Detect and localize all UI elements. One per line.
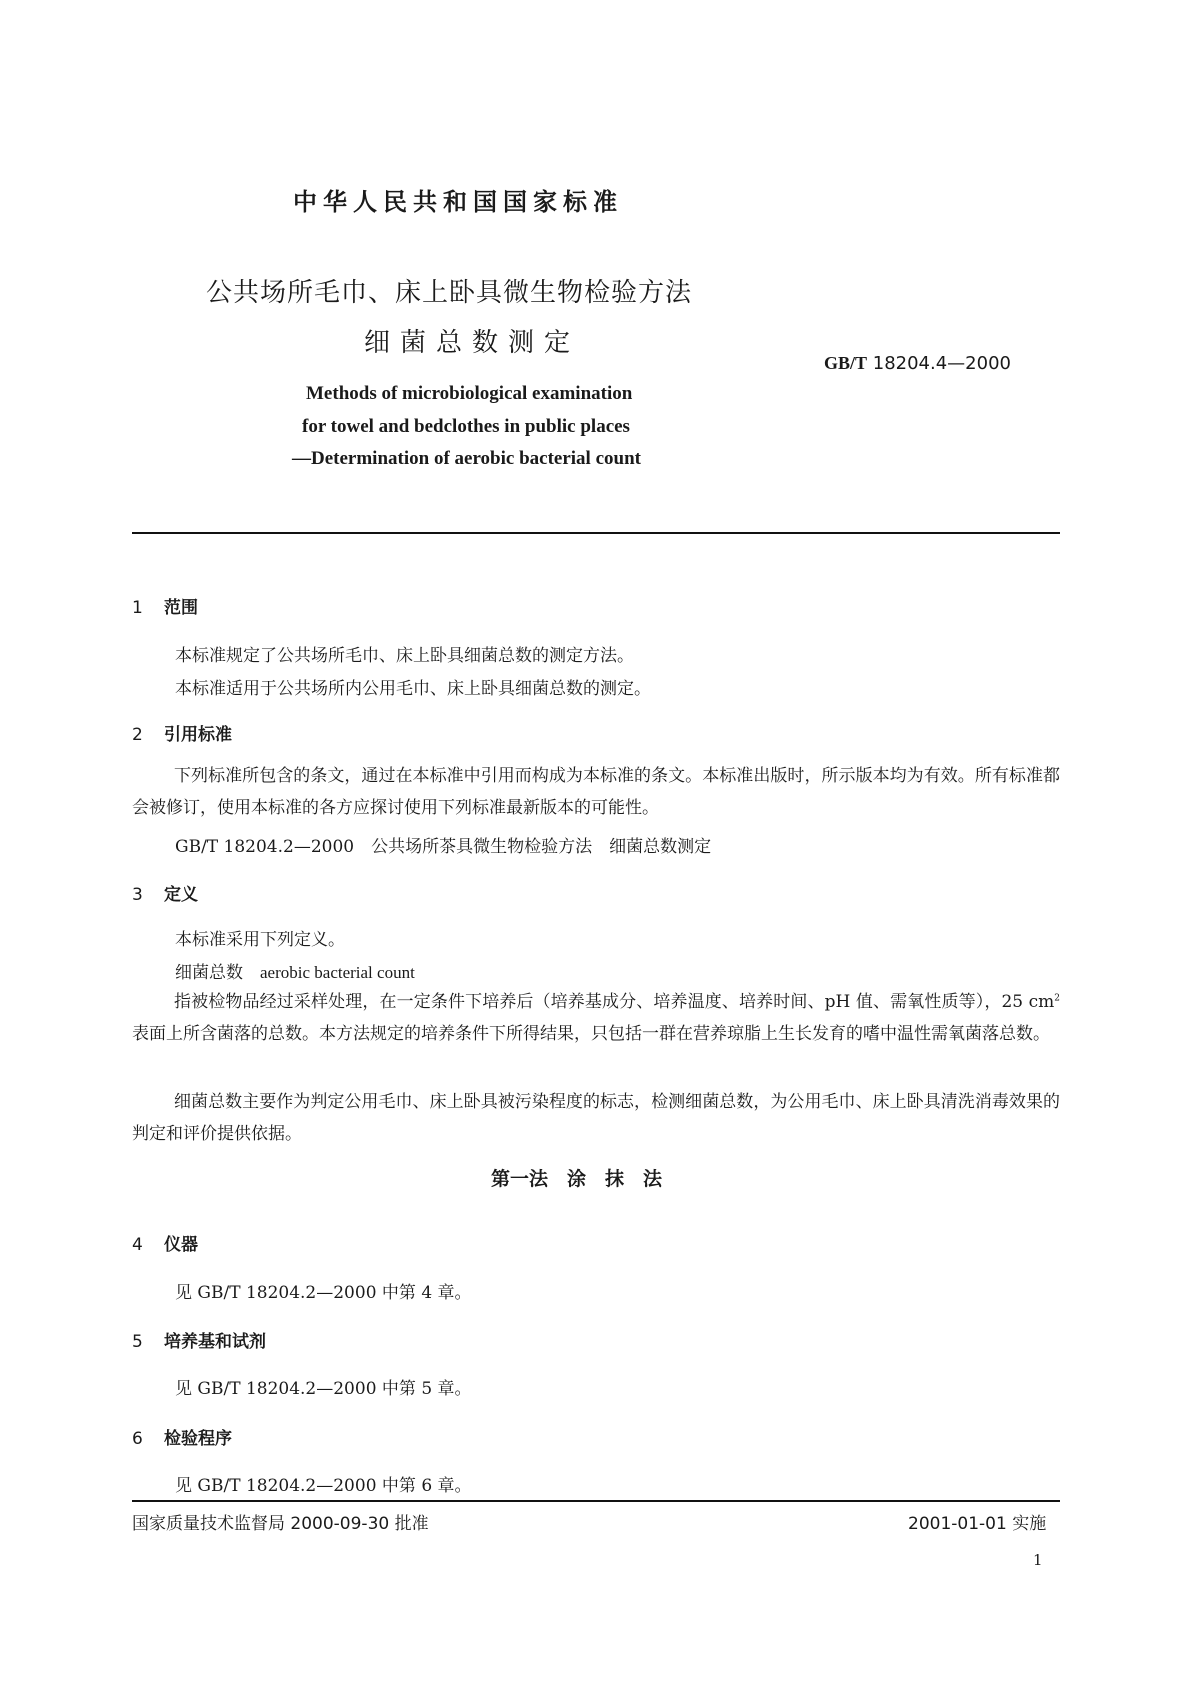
section-4-heading bbox=[132, 1230, 198, 1255]
section-title: 引用标准 bbox=[164, 725, 232, 745]
standard-code: 18204.4—2000 bbox=[872, 353, 1011, 374]
section-number: 1 bbox=[132, 598, 143, 618]
definition-text bbox=[132, 986, 1060, 1050]
term-cn: 细菌总数 bbox=[175, 963, 243, 983]
purpose-text: 细菌总数主要作为判定公用毛巾、床上卧具被污染程度的标志，检测细菌总数，为公用毛巾、床上卧具清洗消毒效果的判定和评价提供依据。 bbox=[132, 1092, 1060, 1144]
header-divider bbox=[132, 532, 1060, 534]
approval-note: 国家质量技术监督局 2000-09-30 批准 bbox=[132, 1514, 429, 1534]
title-en-line1: Methods of microbiological examination bbox=[306, 383, 633, 404]
definition-part2: 表面上所含菌落的总数。本方法规定的培养条件下所得结果，只包括一群在营养琼脂上生长发育的嗜中温性需氧菌落总数。 bbox=[132, 1024, 1050, 1044]
section-4-text: 见 GB/T 18204.2—2000 中第 4 章。 bbox=[175, 1283, 472, 1303]
section-5-text: 见 GB/T 18204.2—2000 中第 5 章。 bbox=[175, 1379, 472, 1399]
section-title: 仪器 bbox=[164, 1235, 198, 1255]
title-cn-line1: 公共场所毛巾、床上卧具微生物检验方法 bbox=[206, 278, 693, 308]
effective-date: 2001-01-01 实施 bbox=[908, 1514, 1047, 1534]
title-en-line2: for towel and bedclothes in public places bbox=[302, 416, 630, 437]
section-number: 5 bbox=[132, 1332, 143, 1352]
section-1-para-2: 本标准适用于公共场所内公用毛巾、床上卧具细菌总数的测定。 bbox=[175, 679, 651, 699]
section-5-heading bbox=[132, 1327, 266, 1352]
section-2-paragraph: 下列标准所包含的条文，通过在本标准中引用而构成为本标准的条文。本标准出版时，所示版本均为有效。所有标准都会被修订，使用本标准的各方应探讨使用下列标准最新版本的可能性。 bbox=[132, 766, 1060, 818]
definition-intro: 本标准采用下列定义。 bbox=[175, 930, 345, 950]
section-6-text: 见 GB/T 18204.2—2000 中第 6 章。 bbox=[175, 1476, 472, 1496]
section-title: 检验程序 bbox=[164, 1429, 232, 1449]
definition-part1: 指被检物品经过采样处理，在一定条件下培养后（培养基成分、培养温度、培养时间、pH 值、需氧性质等），25 cm bbox=[174, 992, 1055, 1012]
reference-code: GB/T 18204.2—2000 bbox=[175, 837, 355, 857]
section-number: 3 bbox=[132, 885, 143, 905]
title-cn-line2: 细菌总数测定 bbox=[364, 328, 581, 358]
section-number: 2 bbox=[132, 725, 143, 745]
section-3-heading bbox=[132, 880, 198, 905]
section-1-heading bbox=[132, 593, 198, 618]
national-standard-heading: 中华人民共和国国家标准 bbox=[293, 188, 623, 216]
section-title: 培养基和试剂 bbox=[164, 1332, 266, 1352]
section-2-heading bbox=[132, 720, 232, 745]
section-title: 范围 bbox=[164, 598, 198, 618]
reference-entry bbox=[175, 832, 711, 857]
title-en-line3: —Determination of aerobic bacterial count bbox=[292, 448, 641, 469]
term-line bbox=[175, 958, 415, 983]
footer-divider bbox=[132, 1500, 1060, 1502]
section-title: 定义 bbox=[164, 885, 198, 905]
section-number: 4 bbox=[132, 1235, 143, 1255]
term-en: aerobic bacterial count bbox=[260, 963, 415, 982]
section-6-heading bbox=[132, 1424, 232, 1449]
standard-prefix: GB/T bbox=[824, 353, 868, 373]
section-number: 6 bbox=[132, 1429, 143, 1449]
unit-superscript: 2 bbox=[1054, 993, 1060, 1004]
method-1-title: 第一法 涂 抹 法 bbox=[491, 1168, 663, 1190]
section-1-para-1: 本标准规定了公共场所毛巾、床上卧具细菌总数的测定方法。 bbox=[175, 646, 634, 666]
page-number: 1 bbox=[1033, 1551, 1043, 1569]
standard-number bbox=[824, 353, 1011, 374]
reference-title: 公共场所茶具微生物检验方法 细菌总数测定 bbox=[371, 837, 712, 857]
